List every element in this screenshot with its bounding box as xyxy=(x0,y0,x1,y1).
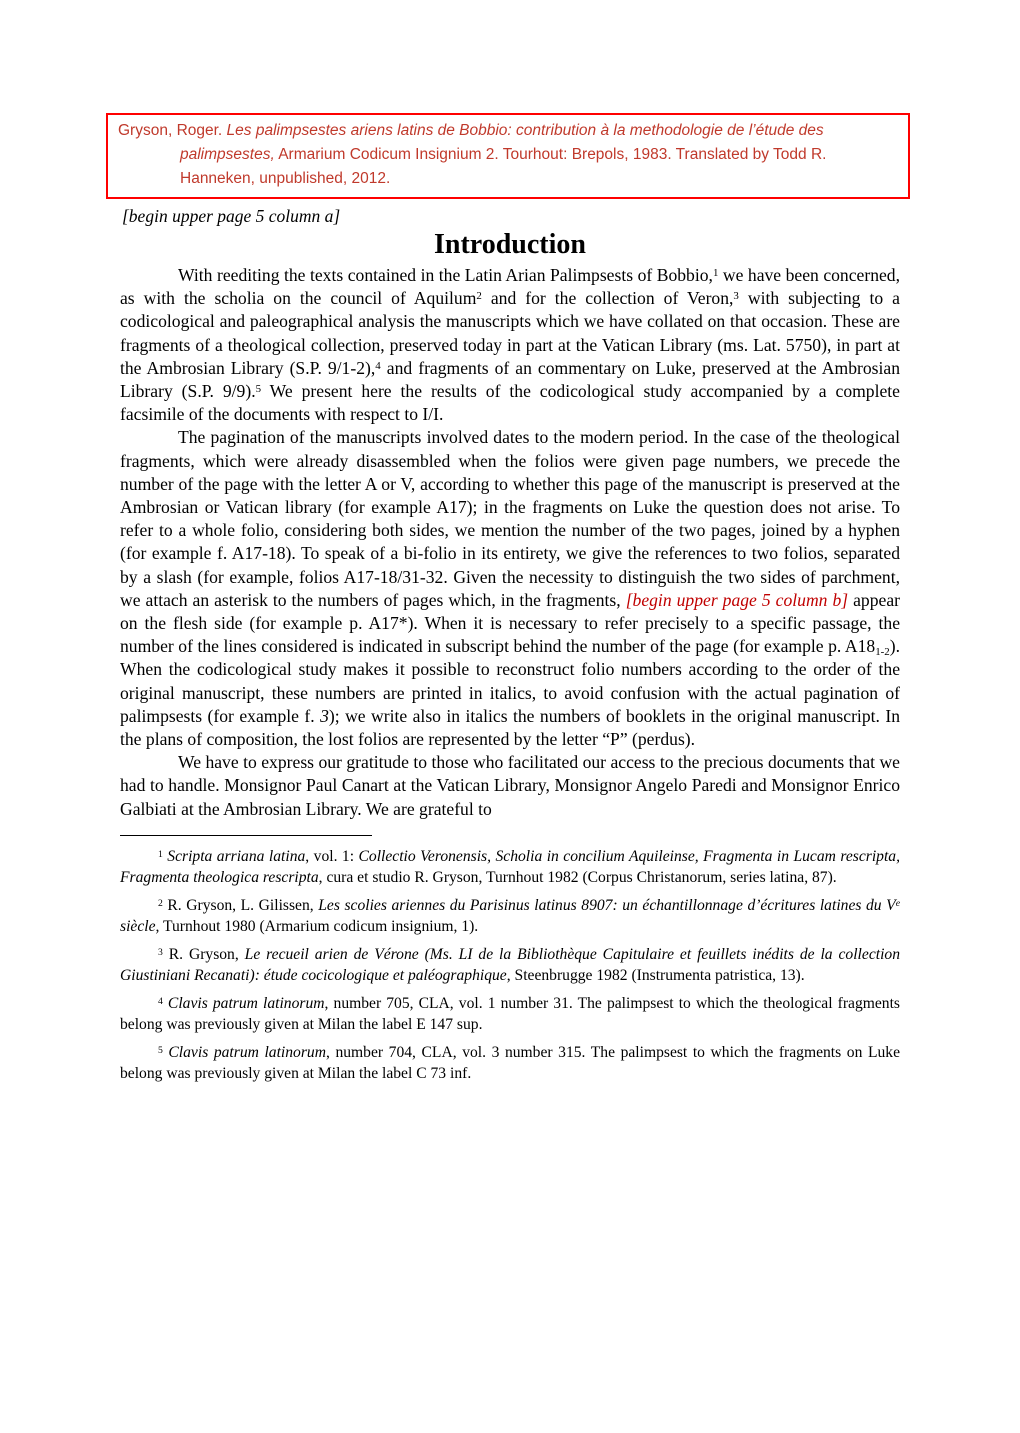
body-paragraph-1: With reediting the texts contained in the Latin Arian Palimpsests of Bobbio,$^1$ we have been concerned, as with the scholia on the council of Aquilum$^2$ and for the collection of Veron,$^3$ with subjecting to a codicological and paleographical analysis the manuscripts which we have collated on that occasion. These are fragments of a theological collection, preserved today in part at the Vatican Library (ms. Lat. 5750), in part at the Ambrosian Library (S.P. 9/1-2),$^4$ and fragments of an commentary on Luke, preserved at the Ambrosian Library (S.P. 9/9).$^5$ We present here the results of the codicological study accompanied by a complete facsimile of the documents with respect to I/I. xyxy=(120,265,900,425)
footnote-2: $^2$ R. Gryson, L. Gilissen, Les scolies ariennes du Parisinus latinus 8907: un échantillonnage d’écritures latines du Ve siècle, Turnhout 1980 (Armarium codicum insignium, 1). xyxy=(120,896,900,935)
footnote-5: $^5$ Clavis patrum latinorum, number 704, CLA, vol. 3 number 315. The palimpsest to which the fragments on Luke belong was previously given at Milan the label C 73 inf. xyxy=(120,1043,900,1082)
citation-box xyxy=(106,113,910,199)
footnote-4: $^4$ Clavis patrum latinorum, number 705, CLA, vol. 1 number 31. The palimpsest to which the theological fragments belong was previously given at Milan the label E 147 sup. xyxy=(120,994,900,1033)
footnote-separator xyxy=(120,835,372,836)
body-paragraph-3: We have to express our gratitude to those who facilitated our access to the precious documents that we had to handle. Monsignor Paul Canart at the Vatican Library, Monsignor Angelo Paredi and Monsignor Enrico Galbiati at the Ambrosian Library. We are grateful to xyxy=(120,752,900,819)
citation-text: Gryson, Roger. Les palimpsestes ariens latins de Bobbio: contribution à la methodologie de l’étude des palimpsestes, Armarium Codicum Insignium 2. Tourhout: Brepols, 1983. Translated by Todd R. Hanneken, unpublished, 2012. xyxy=(118,122,827,187)
document-page xyxy=(0,113,1020,1433)
footnote-3: $^3$ R. Gryson, Le recueil arien de Vérone (Ms. LI de la Bibliothèque Capitulaire et feuillets inédits de la collection Giustiniani Recanati): étude cocicologique et paléographique, Steenbrugge 1982 (Instrumenta patristica, 13). xyxy=(120,945,900,984)
page-title: Introduction xyxy=(434,229,586,260)
footnote-1: $^1$ Scripta arriana latina, vol. 1: Collectio Veronensis, Scholia in concilium Aquileinse, Fragmenta in Lucam rescripta, Fragmenta theologica rescripta, cura et studio R. Gryson, Turnhout 1982 (Corpus Christanorum, series latina, 87). xyxy=(120,847,900,886)
editorial-note-column-a: [begin upper page 5 column a] xyxy=(122,206,341,226)
body-paragraph-2: The pagination of the manuscripts involved dates to the modern period. In the case of the theological fragments, which were already disassembled when the folios were given page numbers, we precede the number of the page with the letter A or V, according to whether this page of the manuscript is preserved at the Ambrosian or Vatican library (for example A17); in the fragments on Luke the question does not arise. To refer to a whole folio, considering both sides, we mention the number of the two pages, joined by a hyphen (for example f. A17-18). To speak of a bi-folio in its entirety, we give the references to two folios, separated by a slash (for example, folios A17-18/31-32. Given the necessity to distinguish the two sides of parchment, we attach an asterisk to the numbers of pages which, in the fragments, [begin upper page 5 column b] appear on the flesh side (for example p. A17*). When it is necessary to refer precisely to a specific passage, the number of the lines considered is indicated in subscript behind the number of the page (for example p. A181-2). When the codicological study makes it possible to reconstruct folio numbers according to the order of the original manuscript, these numbers are printed in italics, to avoid confusion with the actual pagination of palimpsests (for example f. 3); we write also in italics the numbers of booklets in the original manuscript. In the plans of composition, the lost folios are represented by the letter “P” (perdus). xyxy=(120,427,900,750)
